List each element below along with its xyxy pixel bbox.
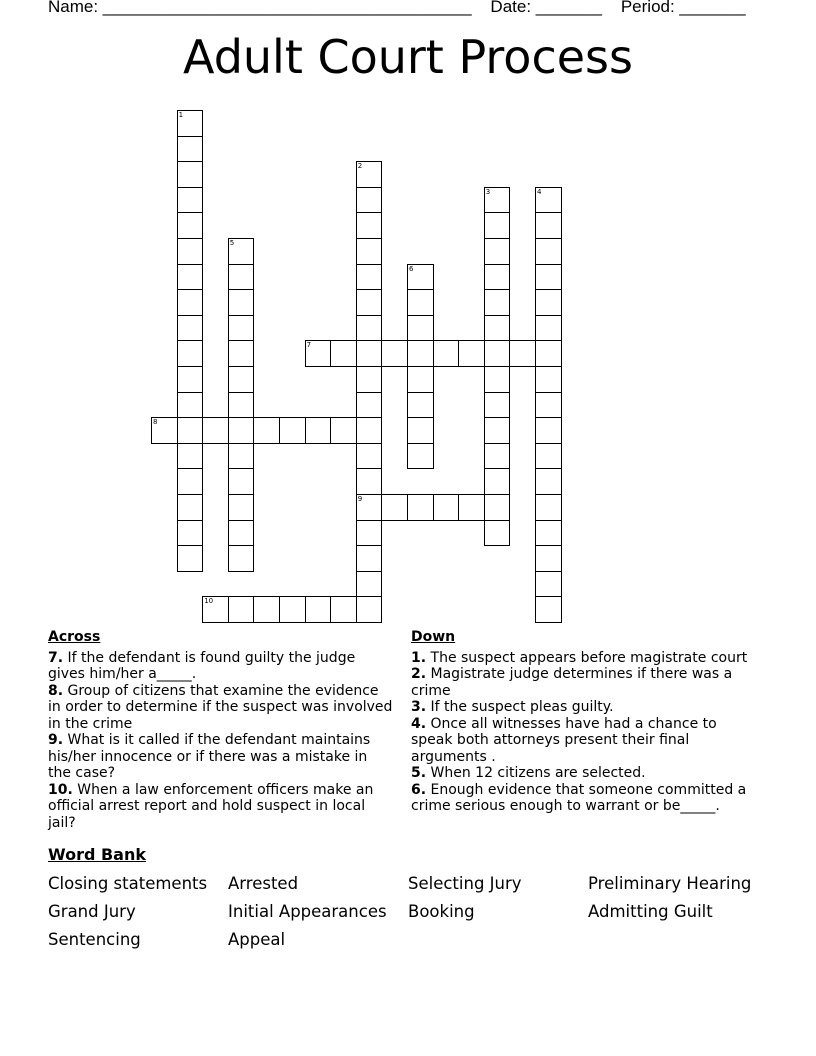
grid-cell[interactable]: [228, 417, 255, 444]
grid-cell[interactable]: [228, 520, 255, 547]
grid-cell[interactable]: [484, 264, 511, 291]
word-bank-item: Booking: [408, 902, 475, 921]
grid-cell[interactable]: [407, 315, 434, 342]
grid-cell[interactable]: [177, 212, 204, 239]
down-clues: [411, 629, 756, 815]
grid-cell[interactable]: [177, 443, 204, 470]
grid-cell[interactable]: [484, 212, 511, 239]
clue-down-3: 3. If the suspect pleas guilty.: [411, 699, 614, 715]
grid-cell[interactable]: [407, 417, 434, 444]
grid-cell[interactable]: [330, 417, 357, 444]
grid-cell[interactable]: [509, 340, 536, 367]
grid-cell[interactable]: [177, 392, 204, 419]
grid-cell[interactable]: [305, 596, 332, 623]
clue-number: 8: [153, 418, 158, 427]
grid-cell[interactable]: [356, 545, 383, 572]
clue-down-5: 5. When 12 citizens are selected.: [411, 765, 646, 781]
grid-cell[interactable]: [177, 289, 204, 316]
grid-cell[interactable]: [535, 289, 562, 316]
word-bank-item: Selecting Jury: [408, 874, 522, 893]
grid-cell[interactable]: [279, 417, 306, 444]
grid-cell[interactable]: [535, 264, 562, 291]
grid-cell[interactable]: [356, 212, 383, 239]
grid-cell[interactable]: [484, 315, 511, 342]
grid-cell[interactable]: [177, 161, 204, 188]
clue-across-10: 10. When a law enforcement officers make an official arrest report and hold suspect in local jail?: [48, 781, 374, 831]
clue-number: 5: [229, 239, 235, 247]
grid-cell[interactable]: [356, 315, 383, 342]
grid-cell[interactable]: [535, 468, 562, 495]
grid-cell[interactable]: [458, 494, 485, 521]
grid-cell[interactable]: [535, 212, 562, 239]
down-heading: Down: [411, 629, 456, 645]
grid-cell[interactable]: [484, 468, 511, 495]
grid-cell[interactable]: [407, 443, 434, 470]
grid-cell[interactable]: [177, 468, 204, 495]
grid-cell[interactable]: [535, 443, 562, 470]
grid-cell[interactable]: [177, 238, 204, 265]
grid-cell[interactable]: [356, 238, 383, 265]
grid-cell[interactable]: [356, 366, 383, 393]
grid-cell[interactable]: [535, 571, 562, 598]
grid-cell[interactable]: [202, 417, 229, 444]
clue-number: 7: [306, 341, 312, 350]
grid-cell[interactable]: [484, 289, 511, 316]
word-bank-item: Appeal: [228, 930, 286, 949]
word-bank-item: Preliminary Hearing: [588, 874, 752, 893]
grid-cell[interactable]: [535, 520, 562, 547]
grid-cell[interactable]: [177, 340, 204, 367]
grid-cell[interactable]: [407, 289, 434, 316]
grid-cell[interactable]: [177, 315, 204, 342]
grid-cell[interactable]: [407, 340, 434, 367]
grid-cell[interactable]: [177, 366, 204, 393]
grid-cell[interactable]: [356, 443, 383, 470]
grid-cell[interactable]: [535, 315, 562, 342]
clue-down-6: 6. Enough evidence that someone committed a crime serious enough to warrant or be_____.: [411, 781, 747, 814]
grid-cell[interactable]: [177, 520, 204, 547]
grid-cell[interactable]: [356, 520, 383, 547]
grid-cell[interactable]: [535, 545, 562, 572]
word-bank-item: Closing statements: [48, 874, 208, 893]
grid-cell[interactable]: [535, 494, 562, 521]
grid-cell[interactable]: [407, 366, 434, 393]
word-bank-item: Grand Jury: [48, 902, 136, 921]
grid-cell[interactable]: [356, 468, 383, 495]
grid-cell[interactable]: [253, 417, 280, 444]
grid-cell[interactable]: [381, 340, 408, 367]
word-bank-item: Initial Appearances: [228, 902, 387, 921]
header-fields[interactable]: Name: _______________________________________ Date: _______ Period: _______: [48, 0, 746, 16]
clue-number: 3: [485, 187, 491, 196]
clue-number: 9: [357, 495, 363, 503]
word-bank-title: Word Bank: [48, 845, 147, 864]
grid-cell[interactable]: [228, 443, 255, 470]
grid-cell[interactable]: [177, 264, 204, 291]
grid-cell[interactable]: [433, 340, 460, 367]
grid-cell[interactable]: [228, 468, 255, 495]
grid-cell[interactable]: [407, 392, 434, 419]
grid-cell[interactable]: [535, 596, 562, 623]
clue-number: 6: [409, 264, 414, 273]
grid-cell[interactable]: [356, 392, 383, 419]
grid-cell[interactable]: [356, 264, 383, 291]
grid-cell[interactable]: [228, 315, 255, 342]
grid-cell[interactable]: [356, 340, 383, 367]
grid-cell[interactable]: [228, 494, 255, 521]
grid-cell[interactable]: [228, 596, 255, 623]
clue-across-8: 8. Group of citizens that examine the evidence in order to determine if the suspect was involved in the crime: [48, 682, 393, 732]
grid-cell[interactable]: [535, 238, 562, 265]
across-clues: [48, 629, 393, 831]
grid-cell[interactable]: [228, 392, 255, 419]
clue-down-2: 2. Magistrate judge determines if there was a crime: [411, 666, 733, 699]
grid-cell[interactable]: [484, 392, 511, 419]
grid-cell[interactable]: [535, 417, 562, 444]
grid-cell[interactable]: [484, 238, 511, 265]
grid-cell[interactable]: [177, 417, 204, 444]
grid-cell[interactable]: [381, 494, 408, 521]
grid-cell[interactable]: [535, 392, 562, 419]
across-heading: Across: [48, 629, 101, 645]
grid-cell[interactable]: [458, 340, 485, 367]
page-title: Adult Court Process: [183, 30, 633, 84]
grid-cell[interactable]: [356, 187, 383, 214]
grid-cell[interactable]: [484, 340, 511, 367]
clue-number: 2: [357, 162, 363, 171]
grid-cell[interactable]: [484, 520, 511, 547]
grid-cell[interactable]: [484, 494, 511, 521]
grid-cell[interactable]: [535, 340, 562, 367]
grid-cell[interactable]: [330, 596, 357, 623]
grid-cell[interactable]: [228, 366, 255, 393]
word-bank-item: Admitting Guilt: [588, 902, 713, 921]
grid-cell[interactable]: [407, 494, 434, 521]
clue-number: 4: [537, 187, 542, 196]
grid-cell[interactable]: [228, 264, 255, 291]
grid-cell[interactable]: [228, 340, 255, 367]
clue-across-9: 9. What is it called if the defendant maintains his/her innocence or if there was a mistake in the case?: [48, 732, 371, 781]
grid-cell[interactable]: [484, 366, 511, 393]
grid-cell[interactable]: [433, 494, 460, 521]
clue-down-1: 1. The suspect appears before magistrate court: [411, 649, 748, 666]
grid-cell[interactable]: [228, 289, 255, 316]
clue-across-7: 7. If the defendant is found guilty the judge gives him/her a_____.: [48, 649, 356, 682]
grid-cell[interactable]: [356, 571, 383, 598]
grid-cell[interactable]: [305, 417, 332, 444]
grid-cell[interactable]: [228, 545, 255, 572]
clue-number: 1: [178, 111, 184, 119]
grid-cell[interactable]: [279, 596, 306, 623]
grid-cell[interactable]: [356, 289, 383, 316]
word-bank-item: Arrested: [228, 874, 299, 893]
grid-cell[interactable]: [484, 417, 511, 444]
grid-cell[interactable]: [177, 187, 204, 214]
grid-cell[interactable]: [177, 136, 204, 163]
clue-number: 10: [204, 597, 214, 606]
grid-cell[interactable]: [535, 366, 562, 393]
grid-cell[interactable]: [356, 417, 383, 444]
grid-cell[interactable]: [177, 545, 204, 572]
clue-down-4: 4. Once all witnesses have had a chance to speak both attorneys present their final arguments .: [411, 715, 717, 765]
grid-cell[interactable]: [330, 340, 357, 367]
grid-cell[interactable]: [484, 443, 511, 470]
grid-cell[interactable]: [177, 494, 204, 521]
word-bank-item: Sentencing: [48, 930, 141, 949]
grid-cell[interactable]: [356, 596, 383, 623]
grid-cell[interactable]: [253, 596, 280, 623]
